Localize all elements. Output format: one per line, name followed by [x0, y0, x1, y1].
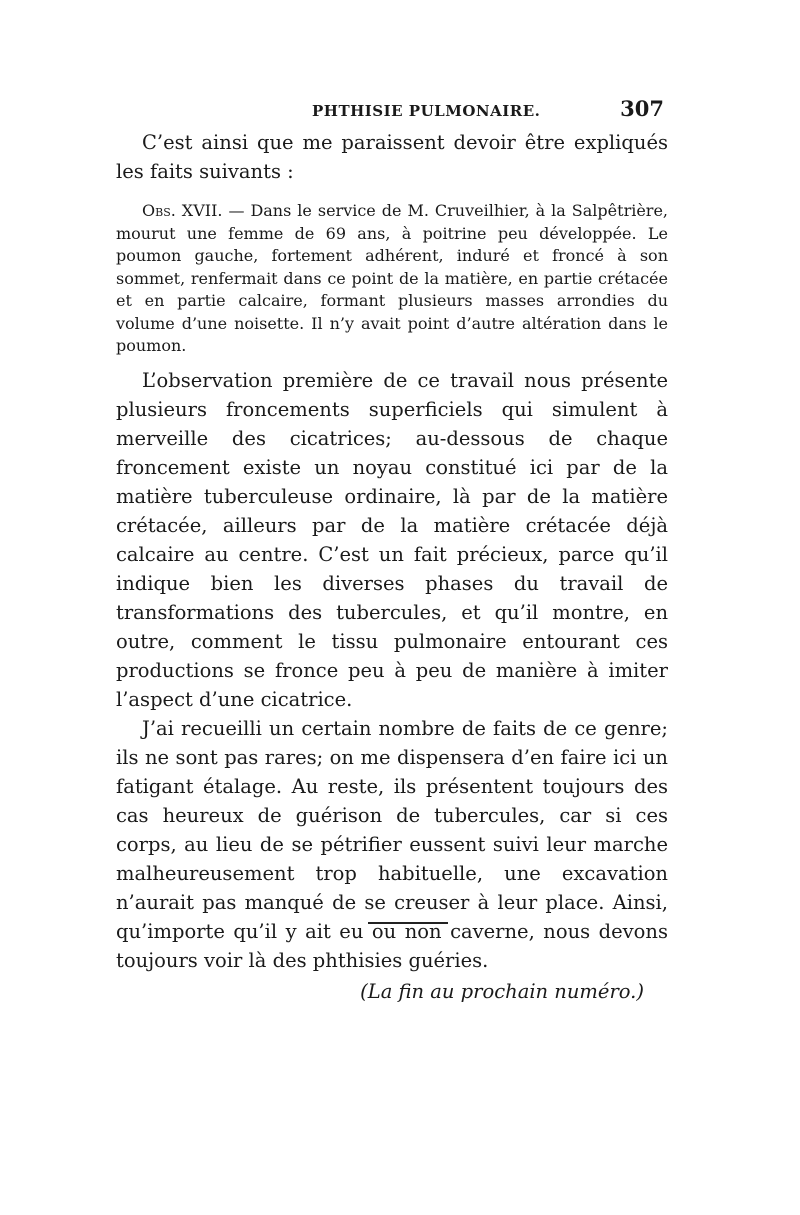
observation-paragraph	[116, 200, 668, 358]
running-title: PHTHISIE PULMONAIRE.	[312, 102, 541, 120]
continued-note: (La fin au prochain numéro.)	[360, 979, 644, 1003]
intro-paragraph: C’est ainsi que me paraissent devoir être expliqués les faits suivants :	[116, 131, 668, 183]
observation-label: Obs. XVII.	[142, 201, 223, 220]
analysis-paragraph: L’observation première de ce travail nous présente plusieurs froncements superficiels qui simulent à merveille des cicatrices; au-dessous de chaque froncement existe un noyau constitué ici par de la matière tuberculeuse ordinaire, là par de la matière crétacée, ailleurs par de la matière crétacée déjà calcaire au centre. C’est un fait précieux, parce qu’il indique bien les diverses phases du travail de transformations des tubercules, et qu’il montre, en outre, comment le tissu pulmonaire entourant ces productions se fronce peu à peu de manière à imiter l’aspect d’une cicatrice.	[116, 368, 668, 711]
page-number: 307	[620, 96, 664, 121]
end-rule	[368, 922, 448, 924]
observation-text: — Dans le service de M. Cruveilhier, à la Salpêtrière, mourut une femme de 69 ans, à poitrine peu développée. Le poumon gauche, fortement adhérent, induré et froncé à son sommet, renfermait dans ce point de la matière, en partie crétacée et en partie calcaire, formant plusieurs masses arrondies du volume d’une noisette. Il n’y avait point d’autre altération dans le poumon.	[116, 201, 669, 355]
page-header	[312, 96, 664, 124]
text-block	[116, 128, 668, 1006]
conclusion-paragraph: J’ai recueilli un certain nombre de faits de ce genre; ils ne sont pas rares; on me dispensera d’en faire ici un fatigant étalage. Au reste, ils présentent toujours des cas heureux de guérison de tubercules, car si ces corps, au lieu de se pétrifier eussent suivi leur marche malheureusement trop habituelle, une excavation n’aurait pas manqué de se creuser à leur place. Ainsi, qu’importe qu’il y ait eu ou non caverne, nous devons toujours voir là des phthisies guéries.	[116, 716, 668, 972]
